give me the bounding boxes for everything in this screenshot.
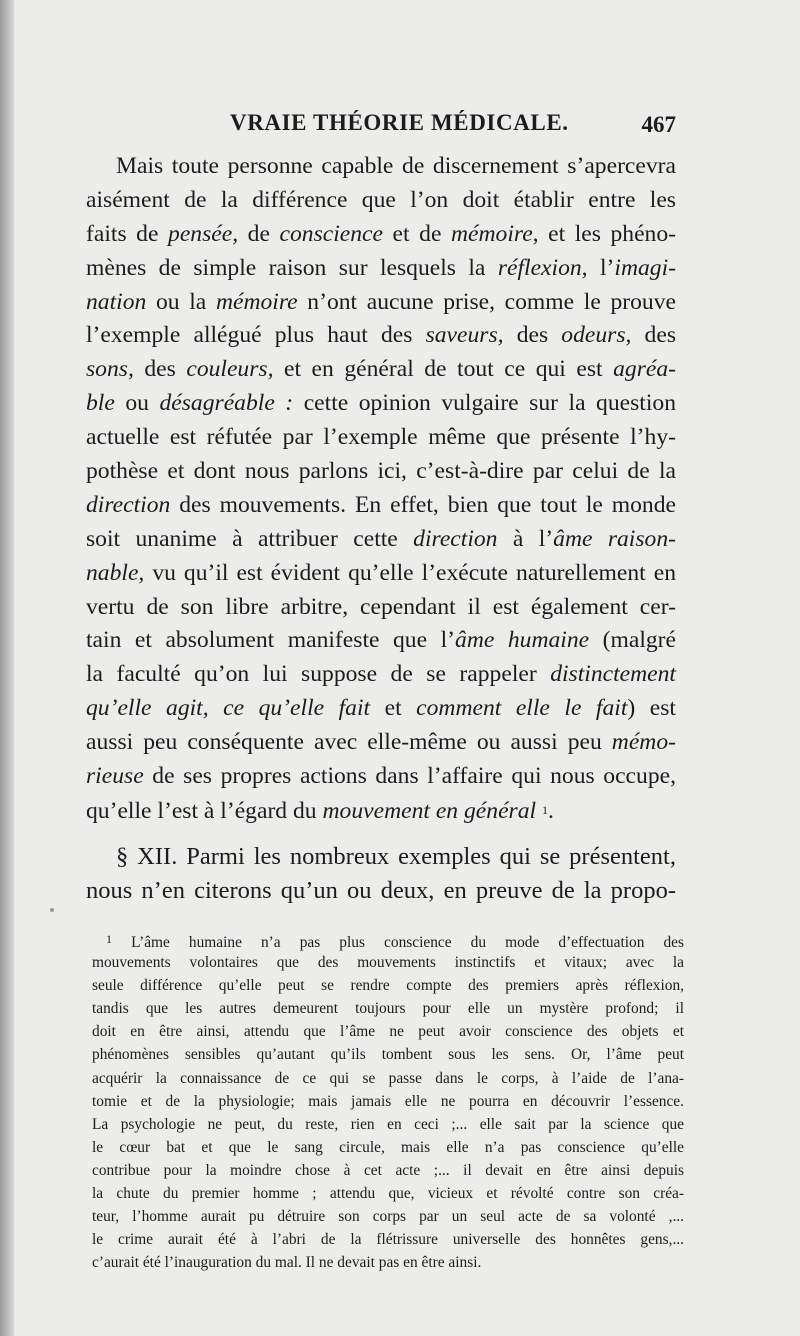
footnote-line: le cœur bat et que le sang circule, mais elle n’a pas conscience qu’elle: [92, 1138, 684, 1156]
text-line: la faculté qu’on lui suppose de se rappeler distinctement: [86, 661, 676, 688]
footnote-line: la chute du premier homme ; attendu que, vicieux et révolté contre son créa-: [92, 1185, 684, 1203]
running-title: VRAIE THÉORIE MÉDICALE.: [230, 110, 569, 135]
text-line: pothèse et dont nous parlons ici, c’est-à-dire par celui de la: [86, 458, 676, 485]
text-line: tain et absolument manifeste que l’âme humaine (malgré: [86, 627, 676, 654]
scan-edge: [0, 0, 14, 1336]
text-line: nation ou la mémoire n’ont aucune prise, comme le prouve: [86, 288, 676, 315]
text-line: nable, vu qu’il est évident qu’elle l’exécute naturellement en: [86, 559, 676, 586]
text-line: actuelle est réfutée par l’exemple même que présente l’hy-: [86, 424, 676, 451]
text-line: l’exemple allégué plus haut des saveurs, des odeurs, des: [86, 322, 676, 349]
text-line: qu’elle l’est à l’égard du mouvement en général $^1$.: [86, 797, 554, 824]
footnote-line: teur, l’homme aurait pu détruire son corps par un seul acte de sa volonté ,...: [92, 1208, 684, 1226]
text-line: aussi peu conséquente avec elle-même ou aussi peu mémo-: [86, 729, 676, 756]
text-line: direction des mouvements. En effet, bien que tout le monde: [86, 491, 676, 518]
page-number: 467: [641, 112, 676, 137]
text-line: Mais toute personne capable de discernement s’apercevra: [116, 153, 676, 179]
text-line: ble ou désagréable : cette opinion vulgaire sur la question: [86, 390, 677, 417]
text-line: soit unanime à attribuer cette direction à l’âme raison-: [86, 525, 676, 552]
footnote-line: La psychologie ne peut, du reste, rien en ceci ;... elle sait par la science que: [92, 1115, 684, 1133]
footnote-line: tomie et de la physiologie; mais jamais elle ne pourra en découvrir l’essence.: [92, 1092, 684, 1110]
footnote-line: seule différence qu’elle peut se rendre compte des premiers après réflexion,: [92, 977, 684, 995]
page-header: [230, 110, 676, 144]
ink-speck: [50, 908, 54, 912]
text-line: nous n’en citerons qu’un ou deux, en preuve de la propo-: [86, 876, 676, 904]
text-line: sons, des couleurs, et en général de tout ce qui est agréa-: [86, 356, 676, 383]
main-text: [86, 150, 676, 908]
footnote-line: mouvements volontaires que des mouvements instinctifs et vitaux; avec la: [92, 954, 684, 972]
text-line: faits de pensée, de conscience et de mémoire, et les phéno-: [86, 220, 676, 247]
footnote-line: doit en être ainsi, attendu que l’âme ne peut avoir conscience des objets et: [92, 1023, 684, 1041]
footnote-line: acquérir la connaissance de ce qui se passe dans le corps, à l’aide de l’ana-: [92, 1069, 684, 1087]
footnote-reference: 1: [541, 802, 548, 817]
section-heading-line: § XII. Parmi les nombreux exemples qui se présentent,: [116, 842, 676, 870]
text-line: vertu de son libre arbitre, cependant il est également cer-: [86, 593, 676, 620]
footnote-line: $^1$ L’âme humaine n’a pas plus conscience du mode d’effectuation des: [106, 932, 684, 951]
text-line: mènes de simple raison sur lesquels la réflexion, l’imagi-: [86, 254, 677, 281]
text-line: aisément de la différence que l’on doit établir entre les: [86, 186, 676, 213]
footnote-block: [92, 928, 684, 1274]
footnote-line: le crime aurait été à l’abri de la flétrissure universelle des honnêtes gens,...: [92, 1231, 684, 1249]
footnote-line: c’aurait été l’inauguration du mal. Il ne devait pas en être ainsi.: [92, 1254, 482, 1272]
footnote-line: tandis que les autres demeurent toujours pour elle un mystère profond; il: [92, 1000, 684, 1018]
text-line: rieuse de ses propres actions dans l’affaire qui nous occupe,: [86, 763, 676, 790]
footnote-line: phénomènes sensibles qu’autant qu’ils tombent sous les sens. Or, l’âme peut: [92, 1046, 684, 1064]
text-line: qu’elle agit, ce qu’elle fait et comment elle le fait) est: [86, 695, 676, 722]
footnote-line: contribue pour la moindre chose à cet acte ;... il devait en être ainsi depuis: [92, 1161, 684, 1179]
